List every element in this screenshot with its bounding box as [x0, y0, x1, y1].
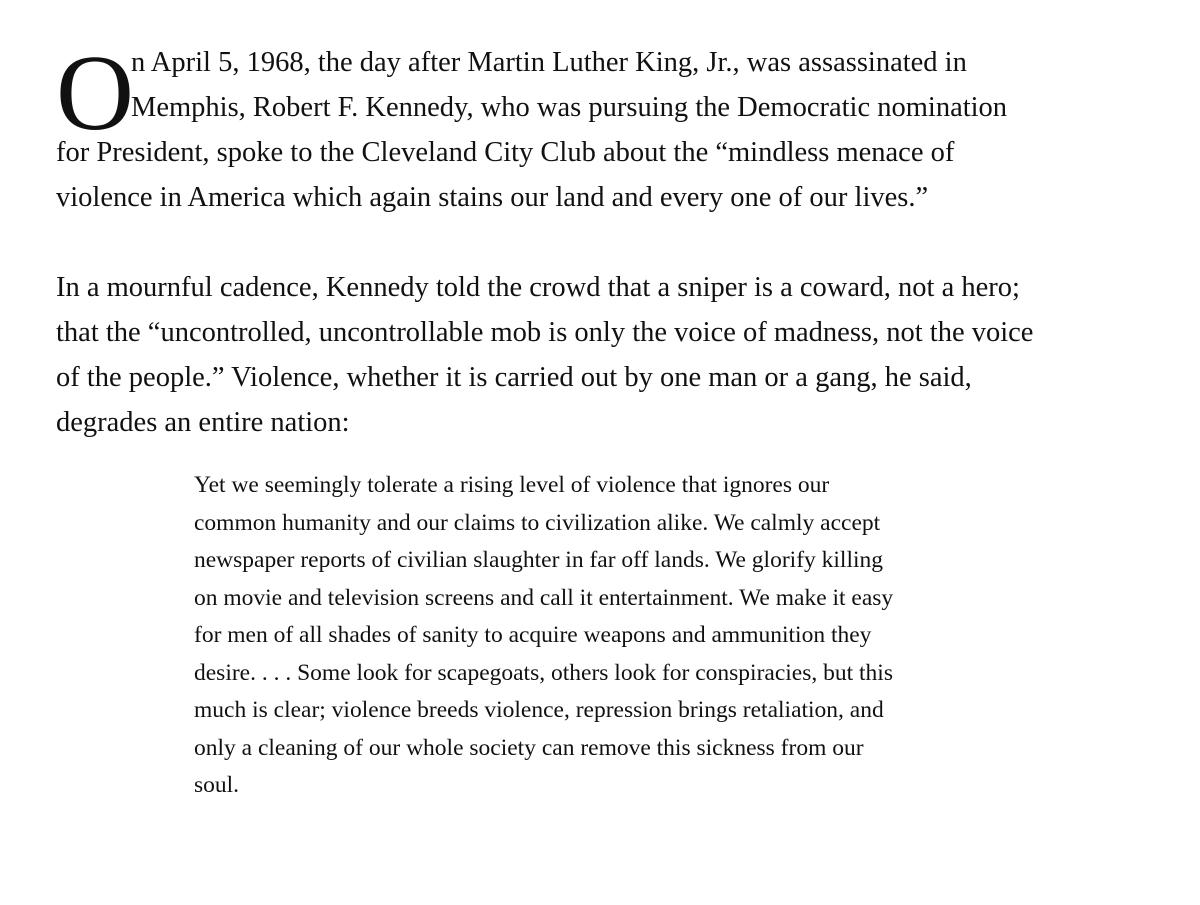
article-body	[56, 34, 1166, 805]
quote-line: much is clear; violence breeds violence, repression brings retaliation, and	[194, 697, 884, 723]
paragraph-2	[56, 265, 1166, 445]
quote-line: only a cleaning of our whole society can remove this sickness from our	[194, 734, 864, 761]
text-line: of the people.” Violence, whether it is carried out by one man or a gang, he said,	[56, 362, 972, 393]
paragraph-1	[56, 34, 1166, 220]
quote-line: for men of all shades of sanity to acquire weapons and ammunition they	[194, 622, 872, 648]
text-line: for President, spoke to the Cleveland City Club about the “mindless menace of	[56, 137, 955, 168]
quote-line: desire. . . . Some look for scapegoats, others look for conspiracies, but this	[194, 659, 893, 686]
quote-line: newspaper reports of civilian slaughter in far off lands. We glorify killing	[194, 547, 884, 573]
quote-line: common humanity and our claims to civilization alike. We calmly accept	[194, 509, 881, 536]
quote-line: on movie and television screens and call it entertainment. We make it easy	[194, 584, 894, 611]
quote-line: Yet we seemingly tolerate a rising level of violence that ignores our	[194, 472, 830, 498]
block-quote	[194, 467, 1074, 805]
text-line: In a mournful cadence, Kennedy told the crowd that a sniper is a coward, not a hero;	[56, 272, 1020, 303]
text-line: Memphis, Robert F. Kennedy, who was pursuing the Democratic nomination	[131, 92, 1008, 123]
text-line: violence in America which again stains our land and every one of our lives.”	[56, 182, 929, 213]
quote-line: soul.	[194, 772, 240, 798]
text-line: that the “uncontrolled, uncontrollable mob is only the voice of madness, not the voice	[56, 317, 1034, 348]
text-line: n April 5, 1968, the day after Martin Luther King, Jr., was assassinated in	[131, 47, 967, 78]
text-line: degrades an entire nation:	[56, 407, 350, 438]
drop-cap: O	[56, 34, 134, 153]
